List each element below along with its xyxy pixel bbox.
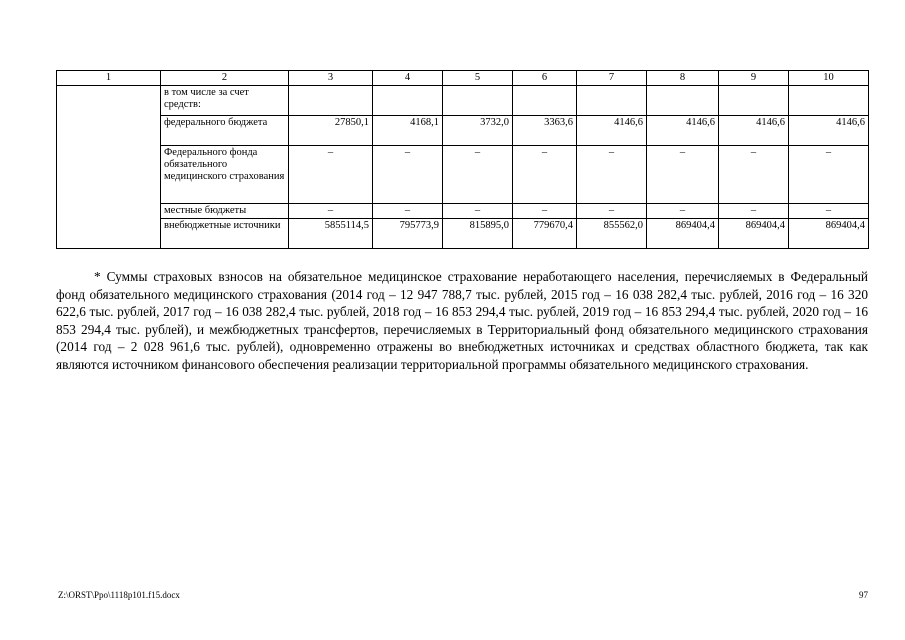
- budget-table: [56, 70, 869, 249]
- table-row: [57, 86, 869, 116]
- column-number-1: 1: [57, 71, 161, 86]
- table-cell: –: [647, 204, 719, 219]
- row-label: федерального бюджета: [161, 116, 289, 146]
- table-row: [57, 219, 869, 249]
- table-cell: [719, 86, 789, 116]
- column-number-4: 4: [373, 71, 443, 86]
- empty-merged-cell: [57, 86, 161, 249]
- column-number-8: 8: [647, 71, 719, 86]
- table-cell: 3732,0: [443, 116, 513, 146]
- column-number-7: 7: [577, 71, 647, 86]
- row-label: в том числе за счет средств:: [161, 86, 289, 116]
- column-number-10: 10: [789, 71, 869, 86]
- table-cell: [789, 86, 869, 116]
- table-cell: 3363,6: [513, 116, 577, 146]
- table-cell: 869404,4: [647, 219, 719, 249]
- table-cell: –: [789, 204, 869, 219]
- table-cell: [443, 86, 513, 116]
- column-number-9: 9: [719, 71, 789, 86]
- page-number: 97: [859, 590, 868, 600]
- table-cell: –: [443, 204, 513, 219]
- column-number-5: 5: [443, 71, 513, 86]
- row-label: Федерального фонда обязательного медицинского страхования: [161, 146, 289, 204]
- column-number-2: 2: [161, 71, 289, 86]
- table-cell: 855562,0: [577, 219, 647, 249]
- footnote-paragraph: [56, 268, 868, 374]
- table-row: [57, 116, 869, 146]
- table-cell: 815895,0: [443, 219, 513, 249]
- table-cell: 5855114,5: [289, 219, 373, 249]
- row-label: внебюджетные источники: [161, 219, 289, 249]
- footnote-text: * Суммы страховых взносов на обязательное медицинское страхование неработающего населения, перечисляемых в Федеральный фонд обязательного медицинского страхования (2014 год – 12 947 788,7 тыс. рублей, 2015 год – 16 038 282,4 тыс. рублей, 2016 год – 16 320 622,6 тыс. рублей, 2017 год – 16 038 282,4 тыс. рублей, 2018 год – 16 853 294,4 тыс. рублей, 2019 год – 16 853 294,4 тыс. рублей, 2020 год – 16 853 294,4 тыс. рублей), и межбюджетных трансфертов, перечисляемых в Территориальный фонд обязательного медицинского страхования (2014 год – 2 028 961,6 тыс. рублей), одновременно отражены во внебюджетных источниках и средствах областного бюджета, так как являются источником финансового обеспечения реализации территориальной программы обязательного медицинского страхования.: [56, 269, 868, 372]
- table-cell: 779670,4: [513, 219, 577, 249]
- table-cell: –: [289, 146, 373, 204]
- table-cell: –: [443, 146, 513, 204]
- column-number-6: 6: [513, 71, 577, 86]
- table-cell: –: [719, 204, 789, 219]
- table-cell: –: [513, 146, 577, 204]
- row-label: местные бюджеты: [161, 204, 289, 219]
- table-cell: –: [289, 204, 373, 219]
- table-cell: [577, 86, 647, 116]
- table-cell: 4168,1: [373, 116, 443, 146]
- table-cell: –: [373, 146, 443, 204]
- table-cell: 4146,6: [719, 116, 789, 146]
- table-cell: [289, 86, 373, 116]
- table-cell: [373, 86, 443, 116]
- table-cell: 27850,1: [289, 116, 373, 146]
- table-cell: –: [373, 204, 443, 219]
- table-cell: 4146,6: [647, 116, 719, 146]
- footer-file-path: Z:\ORST\Ppo\1118p101.f15.docx: [58, 590, 180, 600]
- table-cell: 869404,4: [789, 219, 869, 249]
- table-row: [57, 146, 869, 204]
- table-cell: –: [513, 204, 577, 219]
- table-cell: –: [719, 146, 789, 204]
- table-header-row: [57, 71, 869, 86]
- table-cell: –: [647, 146, 719, 204]
- column-number-3: 3: [289, 71, 373, 86]
- table-cell: 869404,4: [719, 219, 789, 249]
- table-cell: 4146,6: [577, 116, 647, 146]
- table-cell: –: [577, 204, 647, 219]
- table-cell: –: [577, 146, 647, 204]
- table-cell: [513, 86, 577, 116]
- table-cell: 4146,6: [789, 116, 869, 146]
- table-row: [57, 204, 869, 219]
- table-cell: 795773,9: [373, 219, 443, 249]
- table-cell: [647, 86, 719, 116]
- table-cell: –: [789, 146, 869, 204]
